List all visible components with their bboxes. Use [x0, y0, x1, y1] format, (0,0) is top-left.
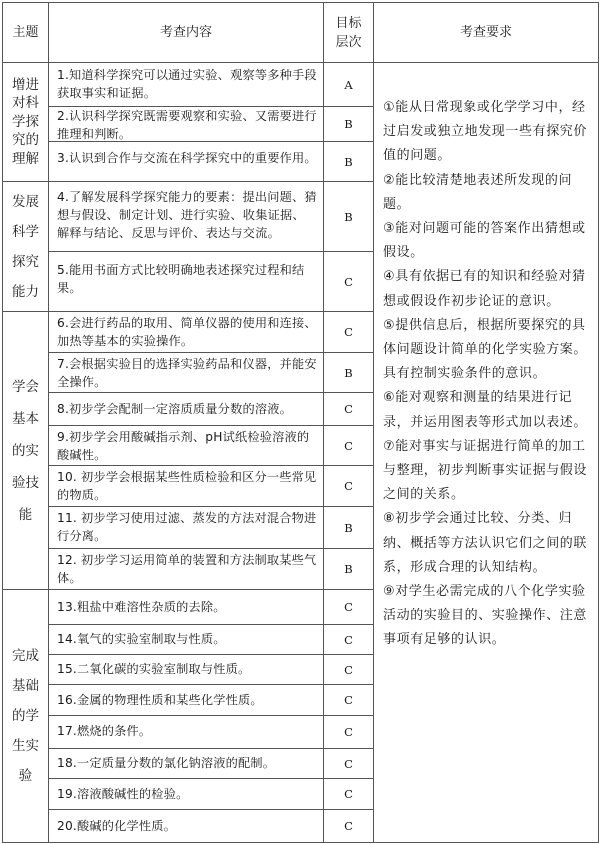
level-value: A [344, 77, 353, 92]
level-value: C [344, 479, 353, 493]
list-item: 1.知道科学探究可以通过实验、观察等多种手段获取事实和证据。 [57, 68, 317, 100]
list-item: 11. 初步学习使用过滤、蒸发的方法对混合物进行分离。 [57, 511, 317, 543]
list-item: 13.粗盐中难溶性杂质的去除。 [57, 600, 226, 614]
level-value: C [344, 600, 353, 614]
topic-inquiry-ability: 发展科学探究能力 [12, 193, 39, 300]
list-item: 20.酸碱的化学性质。 [57, 819, 177, 833]
requirement-item: ②能比较清楚地表述所发现的问题。 [383, 172, 573, 212]
level-value: C [344, 325, 353, 339]
list-item: 8.初步学会配制一定溶质质量分数的溶液。 [57, 402, 293, 416]
level-value: B [344, 520, 353, 535]
list-item: 14.氧气的实验室制取与性质。 [57, 632, 226, 646]
list-item: 4.了解发展科学探究能力的要素：提出问题、猜想与假设、制定计划、进行实验、收集证据、解释与结论、反思与评价、表达与交流。 [57, 190, 317, 240]
list-item: 2.认识科学探究既需要观察和实验、又需要进行推理和判断。 [57, 109, 317, 141]
level-value: B [344, 154, 353, 169]
requirements-column [374, 92, 598, 752]
list-item: 16.金属的物理性质和某些化学性质。 [57, 693, 263, 707]
requirement-item: ①能从日常现象或化学学习中，经过启发或独立地发现一些有探究价值的问题。 [383, 100, 588, 164]
level-value: B [344, 562, 353, 576]
list-item: 9.初步学会用酸碱指示剂、pH试纸检验溶液的酸碱性。 [57, 430, 310, 462]
level-value: C [344, 438, 353, 453]
level-value: B [344, 365, 353, 380]
list-item: 6.会进行药品的取用、简单仪器的使用和连接、加热等基本的实验操作。 [57, 316, 317, 348]
requirement-item: ⑧初步学会通过比较、分类、归纳、概括等方法认识它们之间的联系，形成合理的认知结构。 [383, 511, 588, 575]
level-value: C [344, 632, 353, 647]
list-item: 19.溶液酸碱性的检验。 [57, 787, 189, 801]
list-item: 3.认识到合作与交流在科学探究中的重要作用。 [57, 151, 317, 165]
topic-lab-skills: 学会基本的实验技能 [12, 378, 39, 523]
level-value: C [344, 402, 353, 416]
list-item: 5.能用书面方式比较明确地表述探究过程和结果。 [57, 263, 305, 295]
header-topic: 主题 [12, 25, 39, 40]
header-content: 考查内容 [159, 25, 212, 40]
level-value: B [344, 209, 353, 224]
requirement-item: ⑨对学生必需完成的八个化学实验活动的实验目的、实验操作、注意事项有足够的认识。 [383, 584, 588, 648]
list-item: 10. 初步学会根据某些性质检验和区分一些常见的物质。 [57, 470, 317, 502]
level-value: C [344, 819, 353, 833]
requirement-item: ⑦能对事实与证据进行简单的加工与整理，初步判断事实证据与假设之间的关系。 [383, 438, 588, 503]
level-value: C [344, 787, 353, 801]
level-value: B [344, 117, 353, 131]
topic-understanding: 增进对科学探究的理解 [12, 76, 39, 167]
requirement-item: ④具有依据已有的知识和经验对猜想或假设作初步论证的意识。 [383, 269, 586, 309]
list-item: 15.二氧化碳的实验室制取与性质。 [57, 662, 251, 676]
level-value: C [344, 662, 353, 677]
header-requirements: 考查要求 [459, 25, 512, 40]
level-value: C [344, 756, 353, 771]
level-value: C [344, 693, 353, 707]
level-value: C [344, 274, 353, 289]
level-value: C [344, 725, 353, 739]
list-item: 12. 初步学习运用简单的装置和方法制取某些气体。 [57, 553, 317, 585]
list-item: 18.一定质量分数的氯化钠溶液的配制。 [57, 756, 276, 770]
topic-student-experiments: 完成基础的学生实验 [12, 648, 39, 784]
requirement-item: ⑥能对观察和测量的结果进行记录，并运用图表等形式加以表述。 [383, 390, 588, 430]
requirement-item: ③能对问题可能的答案作出猜想或假设。 [383, 221, 586, 261]
header-level: 目标层次 [335, 15, 362, 50]
list-item: 7.会根据实验目的选择实验药品和仪器，并能安全操作。 [57, 357, 317, 389]
list-item: 17.燃烧的条件。 [57, 724, 152, 738]
requirement-item: ⑤提供信息后，根据所要探究的具体问题设计简单的化学实验方案。具有控制实验条件的意识。 [383, 317, 588, 382]
